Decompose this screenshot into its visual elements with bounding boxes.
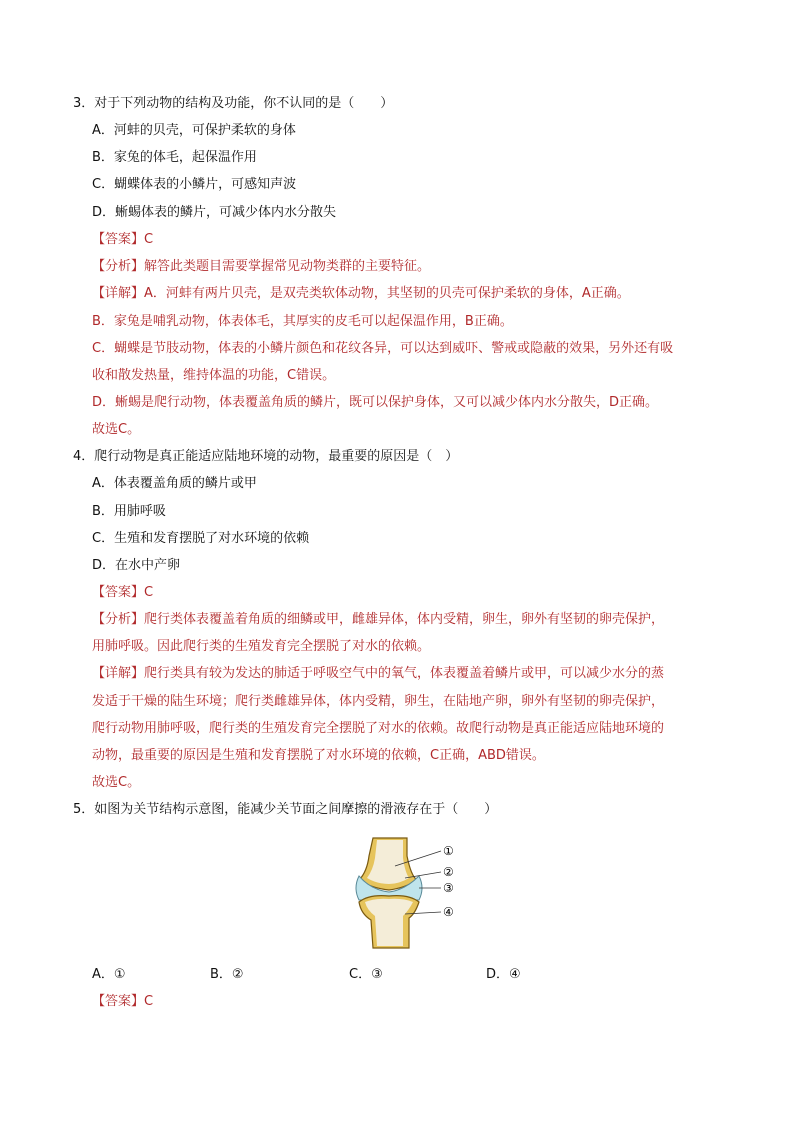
q4-option-d: D．在水中产卵 [92, 558, 181, 573]
answer-value: C [144, 994, 154, 1009]
figure-label-3: ③ [443, 881, 454, 895]
analysis-label: 【分析】 [92, 259, 145, 274]
q4-option-b: B．用肺呼吸 [92, 504, 166, 519]
q3-detail-line: C．蝴蝶是节肢动物，体表的小鳞片颜色和花纹各异，可以达到威吓、警戒或隐蔽的效果，另外还有吸 [92, 341, 674, 356]
joint-diagram [345, 836, 475, 951]
detail-label: 【详解】 [92, 286, 145, 301]
q4-detail-line: 爬行动物用肺呼吸，爬行类的生殖发育完全摆脱了对水的依赖。故爬行动物是真正能适应陆地环境的 [92, 721, 665, 736]
q3-detail-line [92, 285, 630, 303]
figure-label-2: ② [443, 865, 454, 879]
q3-answer [92, 231, 153, 249]
q3-stem: 3．对于下列动物的结构及功能，你不认同的是（ ） [73, 96, 394, 111]
figure-label-4: ④ [443, 905, 454, 919]
q4-detail-line [92, 665, 664, 683]
analysis-label: 【分析】 [92, 612, 145, 627]
figure-label-1: ① [443, 844, 454, 858]
detail-label: 【详解】 [92, 666, 145, 681]
q5-answer [92, 993, 153, 1011]
q4-analysis [92, 611, 664, 629]
q4-detail-line: 动物，最重要的原因是生殖和发育摆脱了对水环境的依赖，C正确，ABD错误。 [92, 748, 545, 763]
q3-option-c: C．蝴蝶体表的小鳞片，可感知声波 [92, 177, 297, 192]
q3-option-a: A．河蚌的贝壳，可保护柔软的身体 [92, 123, 296, 138]
q4-option-c: C．生殖和发育摆脱了对水环境的依赖 [92, 531, 310, 546]
q4-answer [92, 584, 153, 602]
answer-label: 【答案】 [92, 232, 145, 247]
q5-stem: 5．如图为关节结构示意图，能减少关节面之间摩擦的滑液存在于（ ） [73, 802, 498, 817]
q4-analysis-line: 用肺呼吸。因此爬行类的生殖发育完全摆脱了对水的依赖。 [92, 639, 431, 654]
answer-label: 【答案】 [92, 994, 145, 1009]
q3-conclusion: 故选C。 [92, 422, 141, 437]
q3-detail-line: B．家兔是哺乳动物，体表体毛，其厚实的皮毛可以起保温作用，B正确。 [92, 314, 513, 329]
detail-text: A．河蚌有两片贝壳，是双壳类软体动物，其坚韧的贝壳可保护柔软的身体，A正确。 [144, 286, 630, 301]
q3-option-b: B．家兔的体毛，起保温作用 [92, 150, 257, 165]
answer-value: C [144, 585, 154, 600]
answer-value: C [144, 232, 154, 247]
q5-option-b: B．② [210, 967, 244, 982]
analysis-text: 爬行类体表覆盖着角质的细鳞或甲，雌雄异体，体内受精，卵生，卵外有坚韧的卵壳保护， [144, 612, 665, 627]
q5-option-d: D．④ [486, 967, 521, 982]
q4-detail-line: 发适于干燥的陆生环境；爬行类雌雄异体，体内受精，卵生，在陆地产卵，卵外有坚韧的卵壳保护， [92, 694, 665, 709]
detail-text: 爬行类具有较为发达的肺适于呼吸空气中的氧气，体表覆盖着鳞片或甲，可以减少水分的蒸 [144, 666, 665, 681]
q3-analysis [92, 258, 430, 276]
q4-stem: 4．爬行动物是真正能适应陆地环境的动物，最重要的原因是（ ） [73, 449, 459, 464]
q3-detail-line: 收和散发热量，维持体温的功能，C错误。 [92, 368, 336, 383]
q3-detail-line: D．蜥蜴是爬行动物，体表覆盖角质的鳞片，既可以保护身体，又可以减少体内水分散失，D正确。 [92, 395, 659, 410]
q5-option-a: A．① [92, 967, 126, 982]
q3-option-d: D．蜥蜴体表的鳞片，可减少体内水分散失 [92, 205, 337, 220]
q4-option-a: A．体表覆盖角质的鳞片或甲 [92, 476, 257, 491]
q5-option-c: C．③ [349, 967, 383, 982]
analysis-text: 解答此类题目需要掌握常见动物类群的主要特征。 [144, 259, 431, 274]
q4-conclusion: 故选C。 [92, 775, 141, 790]
answer-label: 【答案】 [92, 585, 145, 600]
